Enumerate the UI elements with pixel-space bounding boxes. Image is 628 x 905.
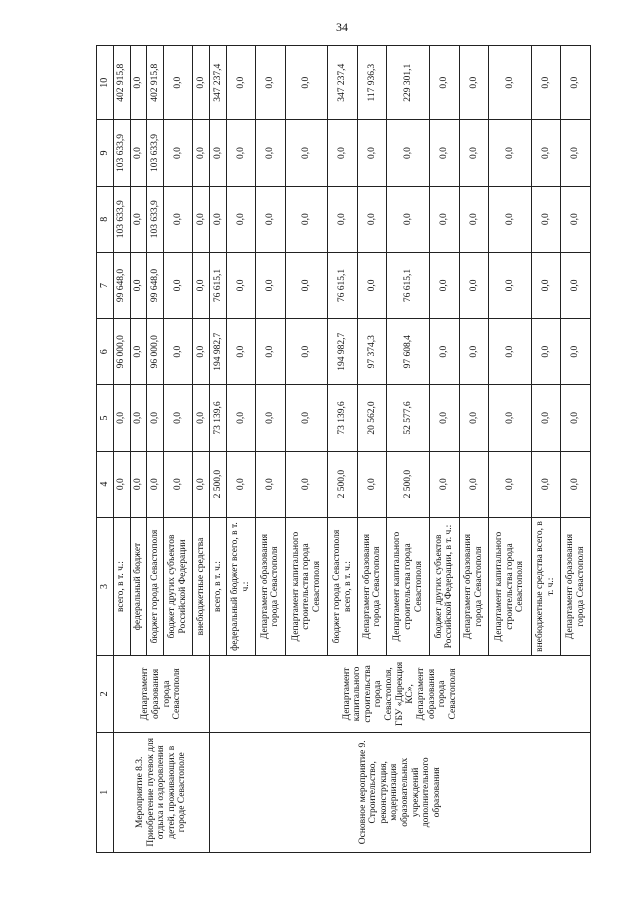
value-cell: 2 500,0 xyxy=(328,451,358,517)
funding-source: Департамент капитального строительства города Севастополя xyxy=(387,517,430,656)
value-cell: 0,0 xyxy=(226,385,256,451)
value-cell: 0,0 xyxy=(387,186,430,252)
value-cell: 96 000,0 xyxy=(114,319,131,385)
col-header: 2 xyxy=(97,656,114,732)
value-cell: 402 915,8 xyxy=(114,46,131,120)
value-cell: 103 633,9 xyxy=(147,120,164,186)
value-cell: 0,0 xyxy=(328,120,358,186)
value-cell: 0,0 xyxy=(163,46,193,120)
value-cell: 0,0 xyxy=(459,46,489,120)
value-cell: 0,0 xyxy=(489,451,532,517)
value-cell: 0,0 xyxy=(130,385,147,451)
value-cell: 194 982,7 xyxy=(328,319,358,385)
value-cell: 0,0 xyxy=(114,451,131,517)
value-cell: 0,0 xyxy=(130,319,147,385)
value-cell: 0,0 xyxy=(489,252,532,318)
executor-name: Департамент капитального строительства города Севастополя, ГБУ «Дирекция КС», Департамент образования города Севастополя xyxy=(210,656,591,732)
value-cell: 0,0 xyxy=(130,120,147,186)
value-cell: 117 936,3 xyxy=(357,46,387,120)
value-cell: 0,0 xyxy=(256,385,286,451)
value-cell: 0,0 xyxy=(163,451,193,517)
value-cell: 0,0 xyxy=(430,385,460,451)
value-cell: 0,0 xyxy=(226,319,256,385)
value-cell: 0,0 xyxy=(193,252,210,318)
value-cell: 402 915,8 xyxy=(147,46,164,120)
funding-source: Департамент капитального строительства города Севастополя xyxy=(489,517,532,656)
value-cell: 0,0 xyxy=(285,186,328,252)
value-cell: 0,0 xyxy=(430,120,460,186)
value-cell: 0,0 xyxy=(387,120,430,186)
budget-table xyxy=(96,45,591,853)
value-cell: 0,0 xyxy=(130,186,147,252)
value-cell: 0,0 xyxy=(459,186,489,252)
value-cell: 20 562,0 xyxy=(357,385,387,451)
value-cell: 76 615,1 xyxy=(210,252,227,318)
value-cell: 0,0 xyxy=(459,451,489,517)
value-cell: 0,0 xyxy=(531,186,561,252)
col-header: 1 xyxy=(97,732,114,852)
value-cell: 99 648,0 xyxy=(147,252,164,318)
value-cell: 0,0 xyxy=(226,252,256,318)
value-cell: 0,0 xyxy=(531,319,561,385)
funding-source: всего, в т. ч.: xyxy=(210,517,227,656)
value-cell: 0,0 xyxy=(561,120,591,186)
value-cell: 0,0 xyxy=(561,186,591,252)
rotated-table-container xyxy=(96,45,591,853)
value-cell: 0,0 xyxy=(226,46,256,120)
value-cell: 103 633,9 xyxy=(114,186,131,252)
value-cell: 0,0 xyxy=(531,252,561,318)
executor-name: Департамент образования города Севастополя xyxy=(114,656,210,732)
value-cell: 0,0 xyxy=(285,252,328,318)
value-cell: 0,0 xyxy=(459,319,489,385)
value-cell: 0,0 xyxy=(130,451,147,517)
value-cell: 347 237,4 xyxy=(328,46,358,120)
value-cell: 103 633,9 xyxy=(147,186,164,252)
funding-source: бюджет других субъектов Российской Федерации xyxy=(163,517,193,656)
value-cell: 0,0 xyxy=(489,186,532,252)
funding-source: бюджет города Севастополя xyxy=(147,517,164,656)
funding-source: Департамент образования города Севастополя xyxy=(561,517,591,656)
value-cell: 76 615,1 xyxy=(328,252,358,318)
value-cell: 0,0 xyxy=(285,385,328,451)
value-cell: 0,0 xyxy=(226,186,256,252)
value-cell: 0,0 xyxy=(430,451,460,517)
col-header: 8 xyxy=(97,186,114,252)
value-cell: 0,0 xyxy=(561,319,591,385)
value-cell: 76 615,1 xyxy=(387,252,430,318)
col-header: 6 xyxy=(97,319,114,385)
funding-source: бюджет города Севастополя всего, в т. ч.: xyxy=(328,517,358,656)
value-cell: 0,0 xyxy=(430,252,460,318)
funding-source: внебюджетные средства xyxy=(193,517,210,656)
value-cell: 0,0 xyxy=(285,46,328,120)
col-header: 5 xyxy=(97,385,114,451)
funding-source: Департамент образования города Севастополя xyxy=(256,517,286,656)
value-cell: 96 000,0 xyxy=(147,319,164,385)
value-cell: 0,0 xyxy=(256,451,286,517)
value-cell: 0,0 xyxy=(357,186,387,252)
value-cell: 0,0 xyxy=(430,46,460,120)
funding-source: Департамент образования города Севастополя xyxy=(357,517,387,656)
value-cell: 0,0 xyxy=(193,46,210,120)
value-cell: 0,0 xyxy=(226,120,256,186)
col-header: 7 xyxy=(97,252,114,318)
value-cell: 0,0 xyxy=(193,385,210,451)
value-cell: 0,0 xyxy=(489,120,532,186)
value-cell: 73 139,6 xyxy=(210,385,227,451)
value-cell: 0,0 xyxy=(193,120,210,186)
value-cell: 0,0 xyxy=(163,385,193,451)
measure-name: Мероприятие 8.3. Приобретение путевок для отдыха и оздоровления детей, проживающих в городе Севастополе xyxy=(114,732,210,852)
value-cell: 0,0 xyxy=(163,319,193,385)
value-cell: 0,0 xyxy=(226,451,256,517)
value-cell: 73 139,6 xyxy=(328,385,358,451)
value-cell: 0,0 xyxy=(531,46,561,120)
value-cell: 0,0 xyxy=(210,120,227,186)
col-header: 9 xyxy=(97,120,114,186)
col-header: 4 xyxy=(97,451,114,517)
value-cell: 0,0 xyxy=(561,252,591,318)
value-cell: 0,0 xyxy=(193,319,210,385)
value-cell: 0,0 xyxy=(489,319,532,385)
value-cell: 0,0 xyxy=(357,252,387,318)
value-cell: 0,0 xyxy=(210,186,227,252)
value-cell: 103 633,9 xyxy=(114,120,131,186)
value-cell: 52 577,6 xyxy=(387,385,430,451)
value-cell: 0,0 xyxy=(531,451,561,517)
value-cell: 2 500,0 xyxy=(387,451,430,517)
measure-name: Основное мероприятие 9. Строительство, реконструкция, модернизация образовательных учреждений дополнительного образования xyxy=(210,732,591,852)
funding-source: Департамент капитального строительства города Севастополя xyxy=(285,517,328,656)
funding-source: внебюджетные средства всего, в т. ч.: xyxy=(531,517,561,656)
value-cell: 0,0 xyxy=(357,451,387,517)
value-cell: 0,0 xyxy=(147,385,164,451)
value-cell: 2 500,0 xyxy=(210,451,227,517)
value-cell: 0,0 xyxy=(285,120,328,186)
value-cell: 0,0 xyxy=(430,186,460,252)
value-cell: 97 608,4 xyxy=(387,319,430,385)
value-cell: 0,0 xyxy=(489,46,532,120)
value-cell: 0,0 xyxy=(256,186,286,252)
page-number: 34 xyxy=(336,20,348,34)
value-cell: 0,0 xyxy=(193,186,210,252)
value-cell: 97 374,3 xyxy=(357,319,387,385)
funding-source: федеральный бюджет xyxy=(130,517,147,656)
value-cell: 0,0 xyxy=(130,46,147,120)
funding-source: Департамент образования города Севастополя xyxy=(459,517,489,656)
value-cell: 0,0 xyxy=(147,451,164,517)
value-cell: 0,0 xyxy=(430,319,460,385)
value-cell: 0,0 xyxy=(328,186,358,252)
value-cell: 0,0 xyxy=(561,385,591,451)
value-cell: 0,0 xyxy=(163,252,193,318)
value-cell: 99 648,0 xyxy=(114,252,131,318)
value-cell: 0,0 xyxy=(256,252,286,318)
value-cell: 0,0 xyxy=(561,46,591,120)
value-cell: 0,0 xyxy=(256,120,286,186)
value-cell: 0,0 xyxy=(489,385,532,451)
value-cell: 0,0 xyxy=(285,319,328,385)
value-cell: 0,0 xyxy=(114,385,131,451)
value-cell: 0,0 xyxy=(459,252,489,318)
value-cell: 0,0 xyxy=(193,451,210,517)
table-row xyxy=(114,46,131,853)
value-cell: 0,0 xyxy=(163,120,193,186)
value-cell: 347 237,4 xyxy=(210,46,227,120)
value-cell: 0,0 xyxy=(459,385,489,451)
value-cell: 0,0 xyxy=(459,120,489,186)
funding-source: всего, в т. ч.: xyxy=(114,517,131,656)
value-cell: 0,0 xyxy=(256,46,286,120)
value-cell: 0,0 xyxy=(531,120,561,186)
col-header: 3 xyxy=(97,517,114,656)
value-cell: 0,0 xyxy=(130,252,147,318)
value-cell: 0,0 xyxy=(561,451,591,517)
value-cell: 0,0 xyxy=(163,186,193,252)
value-cell: 0,0 xyxy=(357,120,387,186)
value-cell: 0,0 xyxy=(256,319,286,385)
funding-source: бюджет других субъектов Российской Федерации, в т. ч.: xyxy=(430,517,460,656)
value-cell: 229 301,1 xyxy=(387,46,430,120)
funding-source: федеральный бюджет всего, в т. ч.: xyxy=(226,517,256,656)
value-cell: 194 982,7 xyxy=(210,319,227,385)
col-header: 10 xyxy=(97,46,114,120)
value-cell: 0,0 xyxy=(531,385,561,451)
value-cell: 0,0 xyxy=(285,451,328,517)
header-row xyxy=(97,46,114,853)
table-row xyxy=(210,46,227,853)
